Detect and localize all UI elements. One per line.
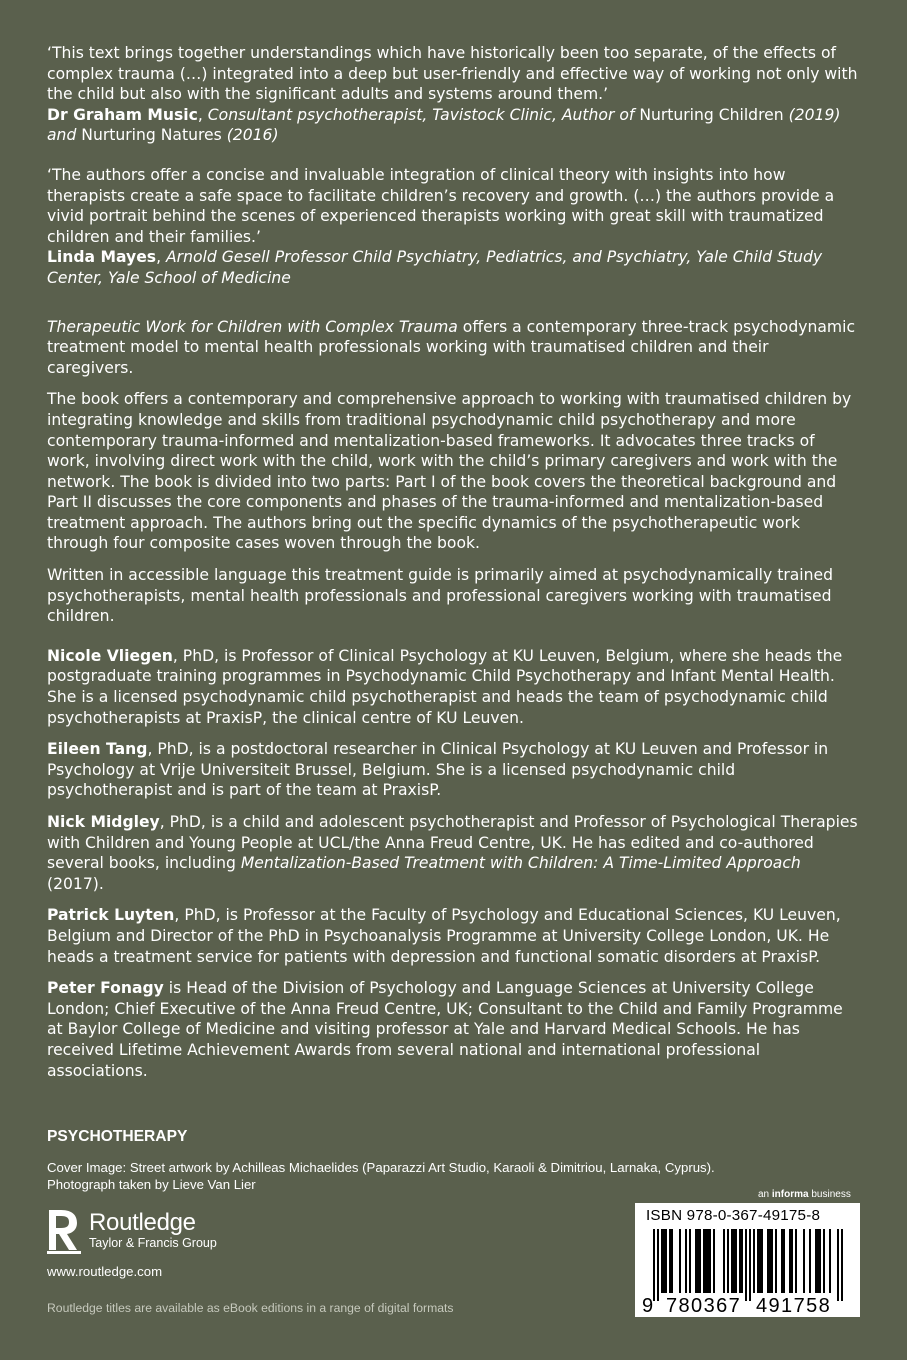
- barcode-bar: [841, 1229, 843, 1301]
- description-paragraph: Written in accessible language this treatment guide is primarily aimed at psychodynamically trained psychotherapists, mental health professionals and professional caregivers working with traumatised children.: [47, 566, 833, 626]
- barcode-bar: [663, 1229, 665, 1293]
- endorsement-quote: ‘This text brings together understandings which have historically been too separate, of the effects of complex trauma (…) integrated into a deep but user-friendly and effective way of working not only with the child but also with the significant adults and systems around them.’ Dr Graham Music, Consultant psychotherapist, Tavistock Clinic, Author of Nurturing Children (2019) and Nurturing Natures (2016): [47, 44, 858, 145]
- barcode-bar: [769, 1229, 771, 1293]
- cover-image-credit: Cover Image: Street artwork by Achilleas Michaelides (Paparazzi Art Studio, Karaoli & Dimitriou, Larnaka, Cyprus). Photograph taken by Lieve Van Lier: [47, 1160, 715, 1192]
- barcode-bar: [817, 1229, 819, 1293]
- subject-category: PSYCHOTHERAPY: [47, 1128, 188, 1145]
- isbn-number: ISBN 978-0-367-49175-8: [646, 1207, 821, 1224]
- barcode-bar: [699, 1229, 701, 1293]
- routledge-r-icon: [47, 1210, 81, 1254]
- barcode-bar: [823, 1229, 825, 1293]
- author-name: Peter Fonagy: [47, 979, 164, 998]
- book-title: Mentalization-Based Treatment with Children: A Time-Limited Approach: [240, 854, 801, 873]
- barcode-bar: [761, 1229, 763, 1293]
- barcode-bar: [657, 1229, 659, 1301]
- barcode-bars: [641, 1229, 854, 1301]
- author-name: Patrick Luyten: [47, 906, 175, 925]
- back-cover-text: [47, 43, 859, 1092]
- endorsement-quote: ‘The authors offer a concise and invaluable integration of clinical theory with insights into how therapists create a safe space to facilitate children’s recovery and growth. (…) the authors provide a vivid portrait behind the scenes of experienced therapists working with great skill with traumatized children and their families.’ Linda Mayes, Arnold Gesell Professor Child Psychiatry, Pediatrics, and Psychiatry, Yale Child Study Center, Yale School of Medicine: [47, 165, 835, 287]
- author-bio: Nick Midgley, PhD, is a child and adolescent psychotherapist and Professor of Psychological Therapies with Children and Young People at UCL/the Anna Freud Centre, UK. He has edited and co-authored several books, including Mentalization-Based Treatment with Children: A Time-Limited Approach (2017).: [47, 813, 858, 893]
- quote-author-role: Arnold Gesell Professor Child Psychiatry, Pediatrics, and Psychiatry, Yale Child Study Center, Yale School of Medicine: [47, 248, 823, 287]
- ebook-availability-note: Routledge titles are available as eBook editions in a range of digital formats: [47, 1301, 454, 1315]
- barcode-bar: [713, 1229, 715, 1293]
- publisher-website-link[interactable]: www.routledge.com: [47, 1264, 163, 1279]
- author-bio: Patrick Luyten, PhD, is Professor at the Faculty of Psychology and Educational Sciences, KU Leuven, Belgium and Director of the PhD in Psychoanalysis Programme at University College London, UK. He heads a treatment service for patients with depression and functional somatic disorders at PraxisP.: [47, 906, 841, 966]
- barcode-bar: [705, 1229, 707, 1293]
- author-bio: Nicole Vliegen, PhD, is Professor of Clinical Psychology at KU Leuven, Belgium, where she heads the postgraduate training programmes in Psychodynamic Child Psychotherapy and Infant Mental Health. She is a licensed psychodynamic child psychotherapist and heads the team of psychodynamic child psychotherapists at PraxisP, the clinical centre of KU Leuven.: [47, 646, 843, 727]
- barcode-bar: [709, 1229, 711, 1293]
- publisher-name: Routledge: [89, 1209, 196, 1236]
- author-bio: Peter Fonagy is Head of the Division of Psychology and Language Sciences at University College London; Chief Executive of the Anna Freud Centre, UK; Consultant to the Child and Family Programme at Baylor College of Medicine and visiting professor at Yale and Harvard Medical Schools. He has received Lifetime Achievement Awards from several national and international professional associations.: [47, 979, 843, 1080]
- barcode-bar: [679, 1229, 681, 1293]
- barcode-bar: [739, 1229, 741, 1293]
- barcode-bar: [733, 1229, 735, 1293]
- barcode-bar: [741, 1229, 743, 1293]
- barcode-bar: [781, 1229, 783, 1293]
- publisher-group: Taylor & Francis Group: [89, 1236, 217, 1250]
- quote-text: ‘The authors offer a concise and invaluable integration of clinical theory with insights into how therapists create a safe space to facilitate children’s recovery and growth. (…) the authors provide a vivid portrait behind the scenes of experienced therapists working with great skill with traumatized children and their families.’: [47, 165, 835, 246]
- barcode-bar: [803, 1229, 805, 1293]
- quote-author: Dr Graham Music: [47, 105, 198, 124]
- barcode-bar: [753, 1229, 755, 1293]
- description-paragraph: The book offers a contemporary and comprehensive approach to working with traumatised children by integrating knowledge and skills from traditional psychodynamic child psychotherapy and more contemporary trauma-informed and mentalization-based frameworks. It advocates three tracks of work, involving direct work with the child, work with the child’s primary caregivers and work with the network. The book is divided into two parts: Part I of the book covers the theoretical background and Part II discusses the core components and phases of the trauma-informed and mentalization-based treatment approach. The authors bring out the specific dynamics of the psychotherapeutic work through four composite cases woven through the book.: [47, 390, 852, 553]
- barcode-bar: [829, 1229, 831, 1293]
- barcode-bar: [795, 1229, 797, 1293]
- routledge-logo: [47, 1210, 217, 1254]
- isbn-barcode: ISBN 978-0-367-49175-8 9 780367 491758: [635, 1203, 860, 1317]
- barcode-bar: [727, 1229, 729, 1293]
- author-name: Nicole Vliegen: [47, 646, 173, 665]
- barcode-bar: [749, 1229, 751, 1301]
- barcode-bar: [809, 1229, 811, 1293]
- barcode-bar: [771, 1229, 773, 1293]
- quote-author: Linda Mayes: [47, 248, 157, 267]
- barcode-bar: [767, 1229, 769, 1293]
- barcode-bar: [789, 1229, 791, 1293]
- barcode-bar: [695, 1229, 697, 1293]
- barcode-bar: [661, 1229, 663, 1293]
- barcode-bar: [653, 1229, 655, 1301]
- quote-text: ‘This text brings together understandings which have historically been too separate, of the effects of complex trauma (…) integrated into a deep but user-friendly and effective way of working not only with the child but also with the significant adults and systems around them.’: [47, 44, 858, 104]
- quote-year: (2019) and: [47, 105, 841, 145]
- barcode-bar: [685, 1229, 687, 1293]
- barcode-bar: [731, 1229, 733, 1293]
- author-name: Eileen Tang: [47, 740, 148, 759]
- quote-year: (2016): [221, 126, 279, 145]
- barcode-bar: [689, 1229, 691, 1293]
- barcode-bar: [669, 1229, 671, 1293]
- quote-book-title: Nurturing Natures: [81, 126, 222, 145]
- quote-author-role: Consultant psychotherapist, Tavistock Clinic, Author of: [207, 105, 640, 124]
- description-paragraph: Therapeutic Work for Children with Complex Trauma offers a contemporary three-track psychodynamic treatment model to mental health professionals working with traumatised children and their caregivers.: [47, 317, 856, 377]
- barcode-bar: [735, 1229, 737, 1293]
- barcode-bar: [757, 1229, 759, 1293]
- barcode-bar: [837, 1229, 839, 1301]
- barcode-bar: [671, 1229, 673, 1293]
- barcode-bar: [759, 1229, 761, 1293]
- book-title: Therapeutic Work for Children with Complex Trauma: [47, 317, 458, 336]
- barcode-bar: [745, 1229, 747, 1301]
- author-bio: Eileen Tang, PhD, is a postdoctoral researcher in Clinical Psychology at KU Leuven and Professor in Psychology at Vrije Universiteit Brussel, Belgium. She is a licensed psychodynamic child psychotherapist and is part of the team at PraxisP.: [47, 740, 829, 800]
- barcode-bar: [791, 1229, 793, 1293]
- barcode-bar: [703, 1229, 705, 1293]
- barcode-bar: [697, 1229, 699, 1293]
- barcode-bar: [783, 1229, 785, 1293]
- author-name: Nick Midgley: [47, 813, 160, 831]
- quote-book-title: Nurturing Children: [639, 105, 784, 124]
- barcode-bar: [819, 1229, 821, 1293]
- barcode-bar: [723, 1229, 725, 1293]
- barcode-bar: [775, 1229, 777, 1293]
- informa-tagline: an informa business: [758, 1189, 851, 1200]
- barcode-bar: [665, 1229, 667, 1293]
- barcode-bar: [707, 1229, 709, 1293]
- barcode-bar: [815, 1229, 817, 1293]
